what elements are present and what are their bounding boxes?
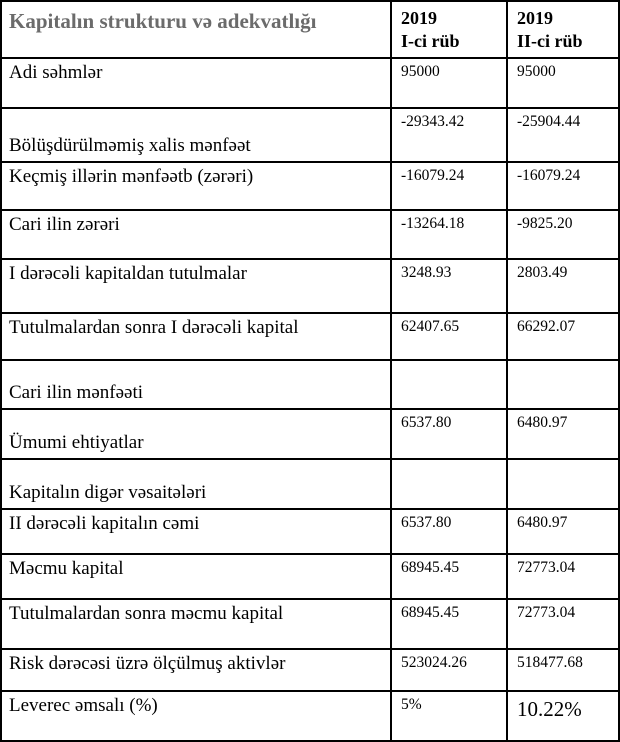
table-row xyxy=(2,555,618,600)
value-q1: -13264.18 xyxy=(392,211,508,258)
value-q2: -25904.44 xyxy=(517,113,581,130)
value-q2: 6480.97 xyxy=(517,414,568,431)
value-q1: 95000 xyxy=(392,59,508,107)
column-header-year: 2019 xyxy=(401,8,437,28)
value-q1: 6537.80 xyxy=(392,410,508,458)
row-label: Kapitalın digər vəsaitələri xyxy=(2,460,392,508)
value-q1: 68945.45 xyxy=(392,600,508,648)
table-row xyxy=(2,460,618,510)
value-q1: 5% xyxy=(392,692,508,740)
value-q2: 6480.97 xyxy=(517,514,568,531)
row-label: Məcmu kapital xyxy=(2,555,392,598)
table-row xyxy=(2,650,618,692)
value-q2: 95000 xyxy=(517,63,556,80)
value-q2: 66292.07 xyxy=(517,318,576,335)
row-label: Keçmiş illərin mənfəətb (zərəri) xyxy=(2,163,392,209)
value-q1: 68945.45 xyxy=(392,555,508,598)
column-header-2019-q2 xyxy=(508,2,618,57)
column-header-quarter: II-ci rüb xyxy=(517,31,583,52)
value-q1: -29343.42 xyxy=(392,109,508,161)
column-header-quarter: I-ci rüb xyxy=(401,31,460,52)
row-label: Adi səhmlər xyxy=(2,59,392,107)
table-header-row xyxy=(2,2,618,59)
table-row xyxy=(2,163,618,211)
table-row xyxy=(2,211,618,260)
table-title: Kapitalın strukturu və adekvatlığı xyxy=(2,2,392,57)
value-q2: -16079.24 xyxy=(517,167,581,184)
table-row xyxy=(2,59,618,109)
row-label: Cari ilin zərəri xyxy=(2,211,392,258)
row-label: Bölüşdürülməmiş xalis mənfəət xyxy=(2,109,392,161)
table-row xyxy=(2,410,618,460)
table-row xyxy=(2,314,618,361)
value-q2: 72773.04 xyxy=(517,604,576,621)
value-q2: 72773.04 xyxy=(517,559,576,576)
value-q2: 2803.49 xyxy=(517,264,568,281)
row-label: Leverec əmsalı (%) xyxy=(2,692,392,740)
value-q2: -9825.20 xyxy=(517,215,573,232)
column-header-2019-q1 xyxy=(392,2,508,57)
value-q1 xyxy=(392,361,508,408)
row-label: II dərəcəli kapitalın cəmi xyxy=(2,510,392,553)
table-row xyxy=(2,692,618,740)
value-q1 xyxy=(392,460,508,508)
table-row xyxy=(2,510,618,555)
value-q2 xyxy=(508,460,618,508)
row-label: Tutulmalardan sonra məcmu kapital xyxy=(2,600,392,648)
table-row xyxy=(2,361,618,410)
table-row xyxy=(2,600,618,650)
column-header-year: 2019 xyxy=(517,8,553,28)
row-label: Cari ilin mənfəəti xyxy=(2,361,392,408)
row-label: I dərəcəli kapitaldan tutulmalar xyxy=(2,260,392,312)
value-q2 xyxy=(508,361,618,408)
row-label: Ümumi ehtiyatlar xyxy=(2,410,392,458)
row-label: Risk dərəcəsi üzrə ölçülmuş aktivlər xyxy=(2,650,392,690)
value-q1: 523024.26 xyxy=(392,650,508,690)
table-row xyxy=(2,109,618,163)
table-row xyxy=(2,260,618,314)
value-q1: 6537.80 xyxy=(392,510,508,553)
row-label: Tutulmalardan sonra I dərəcəli kapital xyxy=(2,314,392,359)
value-q2: 10.22% xyxy=(517,697,582,721)
value-q1: 3248.93 xyxy=(392,260,508,312)
value-q2: 518477.68 xyxy=(517,654,583,671)
value-q1: 62407.65 xyxy=(392,314,508,359)
value-q1: -16079.24 xyxy=(392,163,508,209)
